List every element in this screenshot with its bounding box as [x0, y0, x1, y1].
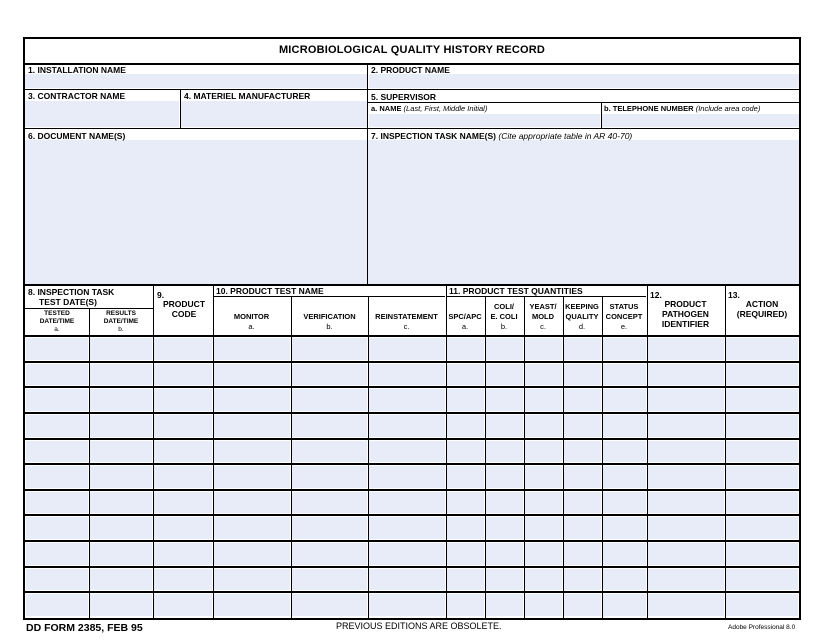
- table-cell[interactable]: [90, 389, 152, 411]
- table-cell[interactable]: [26, 415, 88, 437]
- table-cell[interactable]: [603, 594, 646, 616]
- table-cell[interactable]: [90, 441, 152, 463]
- table-cell[interactable]: [726, 543, 798, 565]
- table-cell[interactable]: [726, 594, 798, 616]
- table-cell[interactable]: [90, 569, 152, 591]
- table-cell[interactable]: [648, 441, 724, 463]
- table-cell[interactable]: [26, 338, 88, 360]
- table-cell[interactable]: [525, 441, 562, 463]
- table-cell[interactable]: [648, 466, 724, 488]
- document-names-field[interactable]: [25, 140, 367, 284]
- supervisor-label: 5. SUPERVISOR: [371, 92, 437, 102]
- table-cell[interactable]: [603, 492, 646, 514]
- inspection-task-names-label: 7. INSPECTION TASK NAME(S) (Cite appropriate table in AR 40-70): [371, 131, 633, 141]
- materiel-manufacturer-field[interactable]: [181, 101, 367, 127]
- table-cell[interactable]: [90, 338, 152, 360]
- table-cell[interactable]: [26, 364, 88, 386]
- table-cell[interactable]: [292, 569, 367, 591]
- table-cell[interactable]: [214, 492, 290, 514]
- table-header-divider: [25, 335, 799, 337]
- row-divider: [25, 489, 799, 491]
- table-cell[interactable]: [525, 517, 562, 539]
- table-cell[interactable]: [214, 543, 290, 565]
- table-cell[interactable]: [214, 517, 290, 539]
- table-cell[interactable]: [726, 569, 798, 591]
- supervisor-name-field[interactable]: [369, 114, 600, 127]
- table-cell[interactable]: [154, 441, 212, 463]
- table-cell[interactable]: [214, 594, 290, 616]
- table-cell[interactable]: [447, 492, 484, 514]
- table-cell[interactable]: [90, 594, 152, 616]
- table-cell[interactable]: [525, 569, 562, 591]
- table-cell[interactable]: [603, 338, 646, 360]
- table-cell[interactable]: [726, 338, 798, 360]
- form-frame: [23, 37, 801, 620]
- table-cell[interactable]: [648, 338, 724, 360]
- divider: [25, 284, 799, 286]
- table-cell[interactable]: [26, 517, 88, 539]
- table-cell[interactable]: [486, 517, 523, 539]
- col10-header: 10. PRODUCT TEST NAME: [216, 286, 324, 296]
- row-divider: [25, 514, 799, 516]
- divider: [25, 128, 799, 129]
- col11b-header: COLI/ E. COLI b.: [490, 302, 518, 331]
- table-cell[interactable]: [292, 466, 367, 488]
- table-cell[interactable]: [90, 543, 152, 565]
- form-title: MICROBIOLOGICAL QUALITY HISTORY RECORD: [278, 44, 546, 56]
- table-cell[interactable]: [603, 364, 646, 386]
- table-cell[interactable]: [292, 594, 367, 616]
- table-cell[interactable]: [154, 338, 212, 360]
- table-cell[interactable]: [564, 441, 601, 463]
- table-cell[interactable]: [292, 415, 367, 437]
- table-cell[interactable]: [154, 569, 212, 591]
- table-cell[interactable]: [292, 517, 367, 539]
- table-cell[interactable]: [369, 389, 445, 411]
- table-cell[interactable]: [447, 594, 484, 616]
- table-cell[interactable]: [369, 364, 445, 386]
- col10b-header: VERIFICATION b.: [303, 312, 356, 331]
- table-cell[interactable]: [486, 338, 523, 360]
- table-cell[interactable]: [214, 389, 290, 411]
- table-cell[interactable]: [26, 492, 88, 514]
- col13-num: 13.: [728, 290, 740, 300]
- table-cell[interactable]: [154, 543, 212, 565]
- table-cell[interactable]: [90, 466, 152, 488]
- table-cell[interactable]: [447, 389, 484, 411]
- table-cell[interactable]: [447, 569, 484, 591]
- table-cell[interactable]: [564, 364, 601, 386]
- row-divider: [25, 412, 799, 414]
- table-cell[interactable]: [369, 492, 445, 514]
- table-cell[interactable]: [648, 389, 724, 411]
- col8b-header: RESULTS DATE/TIME b.: [103, 310, 139, 333]
- table-cell[interactable]: [525, 466, 562, 488]
- table-cell[interactable]: [26, 569, 88, 591]
- table-cell[interactable]: [447, 466, 484, 488]
- table-cell[interactable]: [603, 517, 646, 539]
- table-cell[interactable]: [447, 364, 484, 386]
- table-cell[interactable]: [486, 543, 523, 565]
- table-cell[interactable]: [726, 517, 798, 539]
- table-cell[interactable]: [564, 594, 601, 616]
- table-cell[interactable]: [154, 389, 212, 411]
- table-cell[interactable]: [486, 594, 523, 616]
- supervisor-name-label: a. NAME (Last, First, Middle Initial): [371, 104, 488, 113]
- document-names-label: 6. DOCUMENT NAME(S): [28, 131, 126, 141]
- table-cell[interactable]: [90, 415, 152, 437]
- table-cell[interactable]: [648, 569, 724, 591]
- table-cell[interactable]: [486, 492, 523, 514]
- table-cell[interactable]: [369, 338, 445, 360]
- row-divider: [25, 361, 799, 363]
- table-cell[interactable]: [214, 441, 290, 463]
- table-cell[interactable]: [90, 517, 152, 539]
- software-note: Adobe Professional 8.0: [728, 624, 796, 631]
- table-cell[interactable]: [648, 594, 724, 616]
- table-cell[interactable]: [525, 415, 562, 437]
- table-cell[interactable]: [154, 492, 212, 514]
- table-cell[interactable]: [26, 441, 88, 463]
- table-cell[interactable]: [26, 543, 88, 565]
- installation-name-field[interactable]: [25, 74, 367, 88]
- editions-notice: PREVIOUS EDITIONS ARE OBSOLETE.: [336, 621, 502, 631]
- table-cell[interactable]: [447, 441, 484, 463]
- table-cell[interactable]: [369, 517, 445, 539]
- table-cell[interactable]: [447, 338, 484, 360]
- table-cell[interactable]: [603, 543, 646, 565]
- table-cell[interactable]: [648, 517, 724, 539]
- table-cell[interactable]: [214, 466, 290, 488]
- table-cell[interactable]: [486, 466, 523, 488]
- table-cell[interactable]: [564, 569, 601, 591]
- table-cell[interactable]: [447, 415, 484, 437]
- materiel-manufacturer-label: 4. MATERIEL MANUFACTURER: [184, 91, 311, 101]
- table-cell[interactable]: [525, 389, 562, 411]
- table-cell[interactable]: [90, 492, 152, 514]
- col12-header: PRODUCT PATHOGEN IDENTIFIER: [661, 299, 710, 329]
- divider: [213, 296, 445, 297]
- table-cell[interactable]: [369, 415, 445, 437]
- table-cell[interactable]: [564, 415, 601, 437]
- telephone-number-label: b. TELEPHONE NUMBER (Include area code): [604, 104, 761, 113]
- row-divider: [25, 540, 799, 542]
- table-cell[interactable]: [292, 543, 367, 565]
- table-cell[interactable]: [564, 517, 601, 539]
- table-cell[interactable]: [525, 594, 562, 616]
- table-cell[interactable]: [369, 569, 445, 591]
- table-cell[interactable]: [648, 364, 724, 386]
- product-name-label: 2. PRODUCT NAME: [371, 65, 450, 75]
- table-cell[interactable]: [648, 415, 724, 437]
- table-cell[interactable]: [726, 364, 798, 386]
- form-id: DD FORM 2385, FEB 95: [26, 622, 143, 634]
- table-cell[interactable]: [486, 569, 523, 591]
- table-cell[interactable]: [154, 364, 212, 386]
- table-cell[interactable]: [369, 543, 445, 565]
- contractor-name-field[interactable]: [25, 101, 179, 127]
- divider: [180, 89, 181, 129]
- table-cell[interactable]: [564, 466, 601, 488]
- telephone-number-field[interactable]: [602, 114, 799, 127]
- col13-header: ACTION (REQUIRED): [736, 299, 788, 319]
- col10c-header: REINSTATEMENT c.: [375, 312, 438, 331]
- table-cell[interactable]: [214, 364, 290, 386]
- table-cell[interactable]: [447, 517, 484, 539]
- table-cell[interactable]: [648, 492, 724, 514]
- inspection-task-names-field[interactable]: [368, 140, 799, 284]
- table-cell[interactable]: [486, 415, 523, 437]
- divider: [446, 296, 646, 297]
- table-cell[interactable]: [525, 364, 562, 386]
- col11c-header: YEAST/ MOLD c.: [529, 302, 557, 331]
- table-cell[interactable]: [26, 466, 88, 488]
- table-cell[interactable]: [369, 441, 445, 463]
- table-cell[interactable]: [603, 389, 646, 411]
- divider: [368, 102, 799, 103]
- table-cell[interactable]: [486, 441, 523, 463]
- table-cell[interactable]: [26, 594, 88, 616]
- table-cell[interactable]: [369, 594, 445, 616]
- table-cell[interactable]: [292, 389, 367, 411]
- table-cell[interactable]: [447, 543, 484, 565]
- table-cell[interactable]: [564, 543, 601, 565]
- divider: [25, 89, 799, 90]
- table-cell[interactable]: [154, 594, 212, 616]
- col11d-header: KEEPING QUALITY d.: [565, 302, 599, 331]
- table-cell[interactable]: [292, 441, 367, 463]
- table-cell[interactable]: [486, 364, 523, 386]
- table-cell[interactable]: [726, 389, 798, 411]
- row-divider: [25, 438, 799, 440]
- col10a-header: MONITOR a.: [233, 312, 270, 331]
- divider: [601, 102, 602, 129]
- table-cell[interactable]: [726, 492, 798, 514]
- col11-header: 11. PRODUCT TEST QUANTITIES: [449, 286, 583, 296]
- table-cell[interactable]: [726, 415, 798, 437]
- table-cell[interactable]: [564, 492, 601, 514]
- table-cell[interactable]: [603, 466, 646, 488]
- col8a-header: TESTED DATE/TIME a.: [39, 310, 75, 333]
- table-cell[interactable]: [603, 441, 646, 463]
- table-cell[interactable]: [214, 338, 290, 360]
- col8-header-line2: TEST DATE(S): [39, 297, 97, 307]
- table-cell[interactable]: [603, 415, 646, 437]
- table-cell[interactable]: [726, 466, 798, 488]
- col12-num: 12.: [650, 290, 662, 300]
- table-cell[interactable]: [214, 415, 290, 437]
- table-cell[interactable]: [525, 543, 562, 565]
- table-cell[interactable]: [214, 569, 290, 591]
- table-cell[interactable]: [564, 389, 601, 411]
- table-cell[interactable]: [648, 543, 724, 565]
- table-cell[interactable]: [726, 441, 798, 463]
- table-cell[interactable]: [292, 492, 367, 514]
- table-cell[interactable]: [564, 338, 601, 360]
- contractor-name-label: 3. CONTRACTOR NAME: [28, 91, 126, 101]
- row-divider: [25, 566, 799, 568]
- col8-header: 8. INSPECTION TASK: [28, 287, 115, 297]
- table-cell[interactable]: [90, 364, 152, 386]
- row-divider: [25, 386, 799, 388]
- col9-num: 9.: [157, 290, 165, 300]
- table-cell[interactable]: [154, 517, 212, 539]
- col11e-header: STATUS CONCEPT e.: [605, 302, 643, 331]
- table-cell[interactable]: [154, 415, 212, 437]
- table-cell[interactable]: [486, 389, 523, 411]
- table-cell[interactable]: [603, 569, 646, 591]
- installation-name-label: 1. INSTALLATION NAME: [28, 65, 126, 75]
- col9-header: PRODUCT CODE: [162, 299, 206, 319]
- table-cell[interactable]: [525, 338, 562, 360]
- table-cell[interactable]: [154, 466, 212, 488]
- table-cell[interactable]: [26, 389, 88, 411]
- table-cell[interactable]: [292, 364, 367, 386]
- table-cell[interactable]: [525, 492, 562, 514]
- row-divider: [25, 463, 799, 465]
- col11a-header: SPC/APC a.: [448, 312, 482, 331]
- table-cell[interactable]: [369, 466, 445, 488]
- row-divider: [25, 591, 799, 593]
- table-cell[interactable]: [292, 338, 367, 360]
- product-name-field[interactable]: [369, 74, 799, 88]
